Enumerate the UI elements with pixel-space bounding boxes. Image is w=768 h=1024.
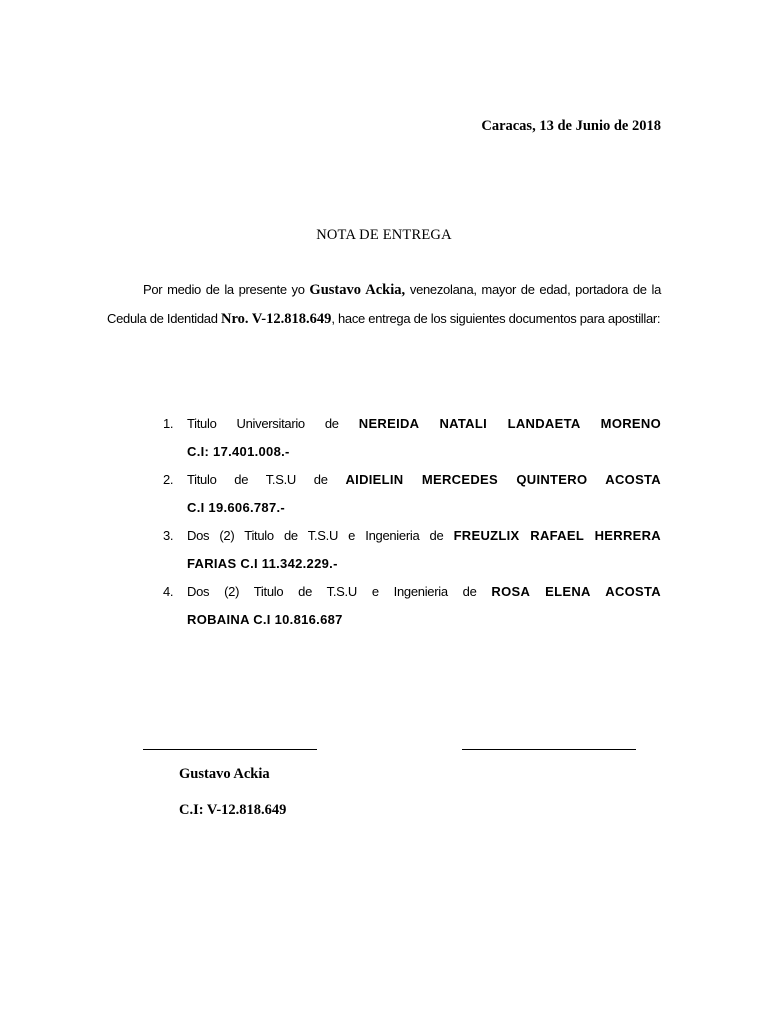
intro-text-2: venezolana, mayor de edad, portadora de la Cedula de Identidad xyxy=(107,282,661,326)
list-item-line1 xyxy=(187,522,661,550)
list-item xyxy=(163,466,661,522)
document-date: Caracas, 13 de Junio de 2018 xyxy=(481,118,661,134)
list-item-number: 3. xyxy=(163,528,174,543)
list-item xyxy=(163,578,661,634)
list-item-person: NEREIDA NATALI LANDAETA MORENO xyxy=(358,416,661,431)
signature-line-right xyxy=(462,749,636,750)
list-item-person: AIDIELIN MERCEDES QUINTERO ACOSTA xyxy=(345,472,661,487)
list-item xyxy=(163,410,661,466)
list-item-id: C.I 19.606.787.- xyxy=(187,500,286,515)
signer-name: Gustavo Ackia xyxy=(179,766,270,782)
list-item-id: ROBAINA C.I 10.816.687 xyxy=(187,612,343,627)
list-item-text: Dos (2) Titulo de T.S.U e Ingenieria de xyxy=(187,584,492,599)
intro-id: Nro. V-12.818.649 xyxy=(220,310,332,327)
intro-paragraph xyxy=(107,276,661,333)
list-item-text: Titulo de T.S.U de xyxy=(187,472,346,487)
list-item xyxy=(163,522,661,578)
list-item-id: C.I: 17.401.008.- xyxy=(187,444,290,459)
intro-name: Gustavo Ackia, xyxy=(309,282,406,298)
intro-text-3: , hace entrega de los siguientes documentos para apostillar: xyxy=(331,310,661,326)
list-item-line1 xyxy=(187,466,661,494)
signature-line-left xyxy=(143,749,317,750)
document-list xyxy=(163,410,661,634)
signer-id: C.I: V-12.818.649 xyxy=(179,802,287,818)
list-item-line1 xyxy=(187,410,661,438)
document-title: NOTA DE ENTREGA xyxy=(316,227,452,243)
list-item-person: FREUZLIX RAFAEL HERRERA xyxy=(453,528,661,543)
list-item-number: 2. xyxy=(163,472,174,487)
list-item-number: 1. xyxy=(163,416,174,431)
list-item-number: 4. xyxy=(163,584,174,599)
list-item-id: FARIAS C.I 11.342.229.- xyxy=(187,556,338,571)
list-item-text: Dos (2) Titulo de T.S.U e Ingenieria de xyxy=(187,528,454,543)
list-item-line1 xyxy=(187,578,661,606)
intro-text-1: Por medio de la presente yo xyxy=(143,282,310,297)
list-item-text: Titulo Universitario de xyxy=(187,416,359,431)
list-item-person: ROSA ELENA ACOSTA xyxy=(491,584,661,599)
